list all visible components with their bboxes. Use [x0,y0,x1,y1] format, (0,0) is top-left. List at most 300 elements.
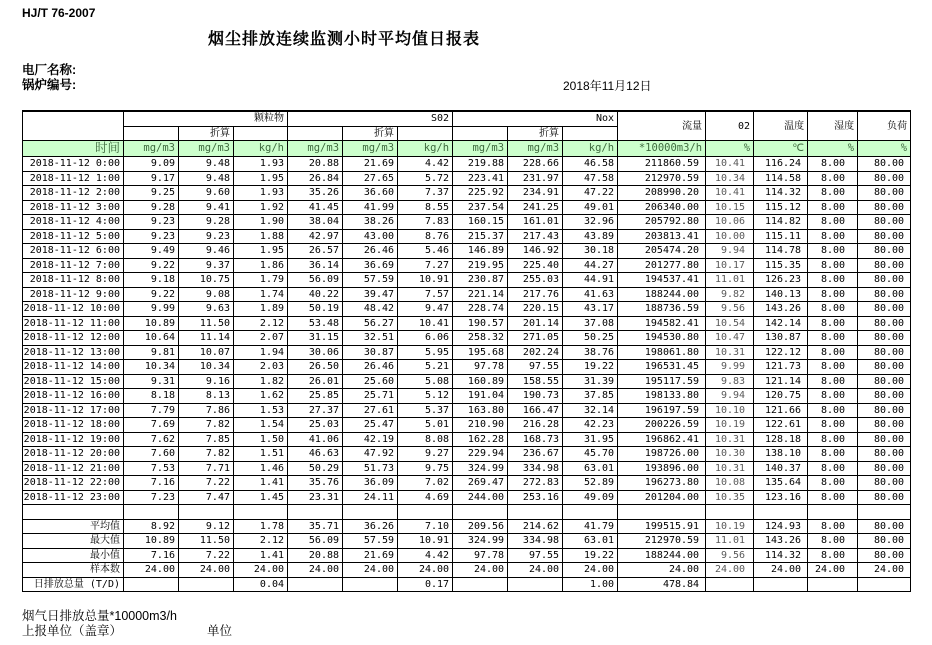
value-cell: 24.00 [706,563,754,578]
value-cell: 25.85 [288,389,343,404]
value-cell: 10.89 [124,534,179,549]
data-row [23,200,911,215]
value-cell: 11.14 [179,331,234,346]
value-cell: 121.14 [754,374,808,389]
unit-cell: kg/h [234,141,288,157]
value-cell: 8.00 [808,519,858,534]
units-header-row [23,141,911,157]
value-cell: 97.78 [453,548,508,563]
value-cell: 8.00 [808,200,858,215]
value-cell: 8.00 [808,476,858,491]
value-cell: 1.86 [234,258,288,273]
value-cell: 10.00 [706,229,754,244]
summary-label: 平均值 [23,519,124,534]
value-cell: 160.89 [453,374,508,389]
value-cell: 8.00 [808,302,858,317]
value-cell: 195.68 [453,345,508,360]
value-cell: 8.00 [808,331,858,346]
value-cell: 47.22 [563,186,618,201]
value-cell [179,577,234,592]
summary-row [23,563,911,578]
value-cell: 272.83 [508,476,563,491]
value-cell: 5.12 [398,389,453,404]
value-cell: 24.00 [179,563,234,578]
time-cell: 2018-11-12 16:00 [23,389,124,404]
value-cell: 23.31 [288,490,343,505]
value-cell: 10.41 [706,157,754,172]
data-row [23,432,911,447]
value-cell: 10.34 [124,360,179,375]
value-cell: 9.48 [179,171,234,186]
value-cell: 209.56 [453,519,508,534]
unit-cell: mg/m3 [453,141,508,157]
group-header-row [23,111,911,126]
value-cell: 1.41 [234,476,288,491]
value-cell: 8.00 [808,273,858,288]
value-cell: 7.27 [398,258,453,273]
data-row [23,418,911,433]
value-cell: 210.90 [453,418,508,433]
value-cell: 9.27 [398,447,453,462]
value-cell: 115.11 [754,229,808,244]
subheader-zhesuan-nox: 折算 [508,126,563,141]
value-cell: 7.16 [124,476,179,491]
value-cell: 143.26 [754,302,808,317]
value-cell: 80.00 [858,287,911,302]
value-cell: 80.00 [858,200,911,215]
subheader-zhesuan-pm: 折算 [179,126,234,141]
data-row [23,389,911,404]
blank-row [23,505,911,520]
data-row [23,287,911,302]
unit-cell: *10000m3/h [618,141,706,157]
subheader-blank [234,126,288,141]
value-cell: 80.00 [858,490,911,505]
value-cell: 9.82 [706,287,754,302]
value-cell: 30.06 [288,345,343,360]
value-cell: 6.06 [398,331,453,346]
value-cell: 80.00 [858,476,911,491]
time-cell: 2018-11-12 17:00 [23,403,124,418]
data-row [23,244,911,259]
value-cell: 80.00 [858,389,911,404]
unit-cell: mg/m3 [288,141,343,157]
data-row [23,476,911,491]
value-cell: 8.76 [398,229,453,244]
value-cell: 9.23 [179,229,234,244]
value-cell: 212970.59 [618,171,706,186]
value-cell: 217.76 [508,287,563,302]
value-cell: 11.50 [179,534,234,549]
value-cell [288,505,343,520]
value-cell: 8.00 [808,215,858,230]
value-cell: 10.17 [706,258,754,273]
value-cell: 10.47 [706,331,754,346]
value-cell: 8.00 [808,316,858,331]
value-cell: 31.39 [563,374,618,389]
value-cell: 5.21 [398,360,453,375]
unit-cell: % [858,141,911,157]
value-cell: 80.00 [858,418,911,433]
value-cell: 80.00 [858,447,911,462]
value-cell: 229.94 [453,447,508,462]
value-cell: 97.78 [453,360,508,375]
data-row [23,215,911,230]
value-cell: 80.00 [858,374,911,389]
value-cell: 80.00 [858,548,911,563]
value-cell: 9.37 [179,258,234,273]
blank-cell [23,505,124,520]
value-cell: 41.45 [288,200,343,215]
value-cell: 10.08 [706,476,754,491]
value-cell: 20.88 [288,548,343,563]
value-cell: 7.16 [124,548,179,563]
value-cell: 10.31 [706,461,754,476]
value-cell: 24.00 [343,563,398,578]
value-cell: 11.01 [706,273,754,288]
value-cell: 9.63 [179,302,234,317]
value-cell: 38.76 [563,345,618,360]
value-cell: 7.22 [179,548,234,563]
value-cell: 5.95 [398,345,453,360]
value-cell: 38.04 [288,215,343,230]
value-cell: 123.16 [754,490,808,505]
value-cell: 32.51 [343,331,398,346]
data-row [23,157,911,172]
value-cell: 198061.80 [618,345,706,360]
value-cell: 43.17 [563,302,618,317]
value-cell: 9.94 [706,389,754,404]
value-cell: 52.89 [563,476,618,491]
subheader-blank [124,126,179,141]
group-header-o2: 02 [706,111,754,141]
value-cell: 9.81 [124,345,179,360]
value-cell: 140.37 [754,461,808,476]
value-cell: 80.00 [858,258,911,273]
value-cell: 9.28 [124,200,179,215]
value-cell: 334.98 [508,534,563,549]
value-cell: 25.03 [288,418,343,433]
value-cell: 10.41 [706,186,754,201]
group-header-nox: Nox [453,111,618,126]
value-cell: 48.42 [343,302,398,317]
reporting-unit-label: 上报单位（盖章） [22,624,123,638]
data-rows [23,157,911,592]
value-cell [453,505,508,520]
value-cell [343,577,398,592]
value-cell: 80.00 [858,461,911,476]
value-cell: 241.25 [508,200,563,215]
value-cell: 4.42 [398,548,453,563]
data-row [23,273,911,288]
value-cell [618,505,706,520]
value-cell: 10.91 [398,273,453,288]
value-cell: 63.01 [563,534,618,549]
value-cell: 24.00 [754,563,808,578]
value-cell: 9.41 [179,200,234,215]
value-cell: 5.72 [398,171,453,186]
value-cell: 208990.20 [618,186,706,201]
value-cell: 9.46 [179,244,234,259]
time-header-spacer [23,111,124,141]
value-cell: 198133.80 [618,389,706,404]
value-cell: 1.54 [234,418,288,433]
value-cell: 1.89 [234,302,288,317]
data-row [23,360,911,375]
value-cell: 205474.20 [618,244,706,259]
value-cell: 126.23 [754,273,808,288]
value-cell: 41.63 [563,287,618,302]
value-cell: 5.37 [398,403,453,418]
value-cell: 8.00 [808,447,858,462]
value-cell: 194582.41 [618,316,706,331]
value-cell: 1.50 [234,432,288,447]
value-cell [706,505,754,520]
value-cell: 124.93 [754,519,808,534]
value-cell: 32.14 [563,403,618,418]
value-cell: 220.15 [508,302,563,317]
value-cell: 27.37 [288,403,343,418]
value-cell: 163.80 [453,403,508,418]
value-cell: 8.00 [808,157,858,172]
value-cell: 24.00 [563,563,618,578]
subheader-blank [453,126,508,141]
value-cell: 30.18 [563,244,618,259]
value-cell: 198726.00 [618,447,706,462]
value-cell: 80.00 [858,432,911,447]
value-cell [754,505,808,520]
value-cell: 7.37 [398,186,453,201]
value-cell: 201277.80 [618,258,706,273]
page-title: 烟尘排放连续监测小时平均值日报表 [208,31,481,48]
group-header-humidity: 湿度 [808,111,858,141]
value-cell: 8.08 [398,432,453,447]
table-header [23,111,911,157]
value-cell: 206340.00 [618,200,706,215]
value-cell: 202.24 [508,345,563,360]
value-cell: 271.05 [508,331,563,346]
value-cell: 258.32 [453,331,508,346]
value-cell: 9.17 [124,171,179,186]
value-cell: 142.14 [754,316,808,331]
value-cell: 9.18 [124,273,179,288]
time-cell: 2018-11-12 4:00 [23,215,124,230]
time-cell: 2018-11-12 7:00 [23,258,124,273]
value-cell: 143.26 [754,534,808,549]
value-cell: 9.23 [124,229,179,244]
value-cell: 9.83 [706,374,754,389]
value-cell: 8.00 [808,186,858,201]
group-header-load: 负荷 [858,111,911,141]
value-cell: 10.75 [179,273,234,288]
value-cell: 8.00 [808,360,858,375]
value-cell: 188244.00 [618,287,706,302]
unit-cell: mg/m3 [179,141,234,157]
value-cell: 122.61 [754,418,808,433]
time-cell: 2018-11-12 2:00 [23,186,124,201]
value-cell: 324.99 [453,461,508,476]
data-row [23,316,911,331]
value-cell: 114.32 [754,186,808,201]
value-cell: 201204.00 [618,490,706,505]
value-cell: 43.00 [343,229,398,244]
value-cell: 49.09 [563,490,618,505]
time-cell: 2018-11-12 3:00 [23,200,124,215]
value-cell: 31.15 [288,331,343,346]
value-cell: 45.70 [563,447,618,462]
value-cell: 253.16 [508,490,563,505]
value-cell [179,505,234,520]
value-cell: 35.76 [288,476,343,491]
value-cell: 255.03 [508,273,563,288]
value-cell: 215.37 [453,229,508,244]
value-cell: 80.00 [858,215,911,230]
time-cell: 2018-11-12 18:00 [23,418,124,433]
value-cell: 8.00 [808,418,858,433]
value-cell [508,577,563,592]
value-cell: 9.47 [398,302,453,317]
value-cell: 31.95 [563,432,618,447]
value-cell: 36.69 [343,258,398,273]
value-cell: 130.87 [754,331,808,346]
value-cell: 1.53 [234,403,288,418]
value-cell: 4.42 [398,157,453,172]
value-cell: 188736.59 [618,302,706,317]
value-cell: 0.04 [234,577,288,592]
value-cell: 8.13 [179,389,234,404]
value-cell: 80.00 [858,403,911,418]
value-cell: 8.00 [808,374,858,389]
value-cell: 237.54 [453,200,508,215]
value-cell: 80.00 [858,229,911,244]
value-cell: 80.00 [858,157,911,172]
value-cell: 5.01 [398,418,453,433]
value-cell: 10.07 [179,345,234,360]
value-cell: 10.54 [706,316,754,331]
data-row [23,302,911,317]
value-cell: 138.10 [754,447,808,462]
value-cell: 49.01 [563,200,618,215]
value-cell: 1.95 [234,244,288,259]
value-cell: 114.78 [754,244,808,259]
value-cell [754,577,808,592]
value-cell: 2.12 [234,534,288,549]
value-cell: 97.55 [508,360,563,375]
value-cell: 9.99 [706,360,754,375]
value-cell: 1.79 [234,273,288,288]
value-cell: 8.00 [808,244,858,259]
value-cell: 114.82 [754,215,808,230]
value-cell: 7.57 [398,287,453,302]
value-cell: 11.50 [179,316,234,331]
value-cell: 42.97 [288,229,343,244]
value-cell: 195117.59 [618,374,706,389]
value-cell: 57.59 [343,534,398,549]
summary-label: 最小值 [23,548,124,563]
value-cell: 36.60 [343,186,398,201]
value-cell [706,577,754,592]
value-cell: 116.24 [754,157,808,172]
value-cell: 80.00 [858,345,911,360]
data-row [23,447,911,462]
value-cell: 219.95 [453,258,508,273]
value-cell: 26.46 [343,244,398,259]
time-cell: 2018-11-12 19:00 [23,432,124,447]
value-cell: 10.19 [706,519,754,534]
value-cell: 128.18 [754,432,808,447]
unit-cell: kg/h [398,141,453,157]
value-cell: 196862.41 [618,432,706,447]
value-cell: 41.79 [563,519,618,534]
value-cell [808,505,858,520]
value-cell: 80.00 [858,331,911,346]
group-header-flow: 流量 [618,111,706,141]
value-cell: 10.91 [398,534,453,549]
unit-cell: kg/h [563,141,618,157]
value-cell: 9.99 [124,302,179,317]
data-row [23,229,911,244]
value-cell: 35.71 [288,519,343,534]
value-cell: 10.35 [706,490,754,505]
value-cell: 7.85 [179,432,234,447]
value-cell: 30.87 [343,345,398,360]
value-cell: 10.89 [124,316,179,331]
value-cell: 46.58 [563,157,618,172]
time-cell: 2018-11-12 10:00 [23,302,124,317]
time-cell: 2018-11-12 22:00 [23,476,124,491]
value-cell: 8.92 [124,519,179,534]
value-cell: 0.17 [398,577,453,592]
value-cell: 8.00 [808,461,858,476]
value-cell: 36.09 [343,476,398,491]
value-cell: 7.69 [124,418,179,433]
value-cell: 161.01 [508,215,563,230]
value-cell: 80.00 [858,534,911,549]
value-cell: 199515.91 [618,519,706,534]
time-cell: 2018-11-12 6:00 [23,244,124,259]
value-cell: 115.12 [754,200,808,215]
value-cell: 9.48 [179,157,234,172]
value-cell: 158.55 [508,374,563,389]
value-cell: 219.88 [453,157,508,172]
value-cell [288,577,343,592]
value-cell: 9.56 [706,302,754,317]
value-cell: 21.69 [343,548,398,563]
value-cell [343,505,398,520]
value-cell: 216.28 [508,418,563,433]
value-cell: 1.41 [234,548,288,563]
value-cell: 8.00 [808,432,858,447]
value-cell: 7.82 [179,447,234,462]
value-cell: 8.00 [808,258,858,273]
value-cell: 121.66 [754,403,808,418]
value-cell: 53.48 [288,316,343,331]
value-cell: 80.00 [858,171,911,186]
daily-total-label: 日排放总量 (T/D) [23,577,124,592]
value-cell: 24.00 [858,563,911,578]
value-cell: 140.13 [754,287,808,302]
data-row [23,461,911,476]
value-cell: 1.93 [234,186,288,201]
value-cell: 50.29 [288,461,343,476]
value-cell: 24.00 [808,563,858,578]
value-cell: 9.16 [179,374,234,389]
group-header-temperature: 温度 [754,111,808,141]
time-cell: 2018-11-12 14:00 [23,360,124,375]
report-date: 2018年11月12日 [563,79,652,93]
value-cell: 24.00 [234,563,288,578]
unit-cell: mg/m3 [124,141,179,157]
